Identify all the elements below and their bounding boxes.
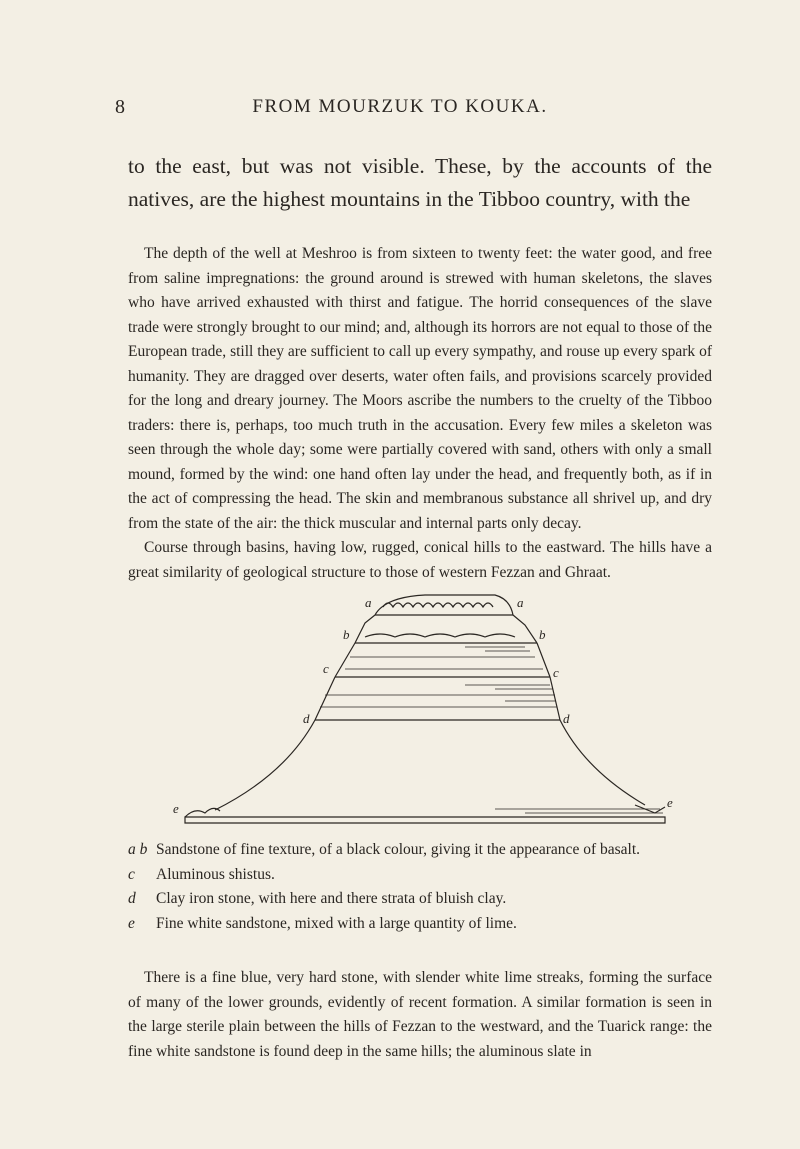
legend-key: c bbox=[128, 865, 135, 883]
legend-text: Sandstone of fine texture, of a black colour, giving it the appearance of basalt. bbox=[156, 841, 641, 858]
bottom-paragraph: There is a fine blue, very hard stone, with slender white lime streaks, forming the surface of many of the lower grounds, evidently of recent formation. A similar formation is seen in the large sterile plain between the hills of Fezzan to the westward, and the Tuarick range: the fine white sandstone is found deep in the same hills; the aluminous slate in bbox=[128, 969, 712, 1060]
layer-e-base bbox=[185, 817, 665, 823]
label-e-right: e bbox=[667, 795, 673, 810]
legend-row bbox=[128, 887, 728, 912]
label-c-right: c bbox=[553, 665, 559, 680]
right-slope bbox=[560, 720, 645, 805]
label-d-left: d bbox=[303, 711, 310, 726]
legend-key: e bbox=[128, 914, 135, 932]
figure-legend bbox=[128, 838, 728, 936]
page-header bbox=[0, 96, 800, 126]
label-e-left: e bbox=[173, 801, 179, 816]
left-slope bbox=[215, 720, 315, 810]
label-a-right: a bbox=[517, 595, 524, 610]
legend-key: d bbox=[128, 890, 136, 907]
legend-text: Fine white sandstone, mixed with a large quantity of lime. bbox=[156, 914, 517, 932]
bottom-text bbox=[128, 966, 712, 1064]
legend-text: Clay iron stone, with here and there strata of bluish clay. bbox=[156, 890, 507, 907]
footnote-block bbox=[128, 242, 712, 585]
label-a-left: a bbox=[365, 595, 372, 610]
legend-row bbox=[128, 838, 728, 863]
geological-section-figure bbox=[165, 585, 685, 830]
legend-key: a b bbox=[128, 841, 148, 858]
layer-c-outline bbox=[335, 643, 550, 677]
legend-row bbox=[128, 863, 728, 888]
running-head: FROM MOURZUK TO KOUKA. bbox=[252, 96, 548, 117]
main-text bbox=[128, 150, 712, 216]
main-paragraph: to the east, but was not visible. These, by the accounts of the natives, are the highest mountains in the Tibboo country, with the bbox=[128, 154, 712, 211]
page-number: 8 bbox=[115, 96, 125, 118]
note-paragraph: The depth of the well at Meshroo is from sixteen to twenty feet: the water good, and free from saline impregnations: the ground around is strewed with human skeletons, the slaves who have arrived exhausted with thirst and fatigue. The horrid consequences of the slave trade were strongly brought to our mind; and, although its horrors are not equal to those of the European trade, still they are sufficient to call up every sympathy, and rouse up every spark of humanity. They are dragged over deserts, water often fails, and provisions scarcely provided for the long and dreary journey. The Moors ascribe the numbers to the cruelty of the Tibboo traders: there is, perhaps, too much truth in the accusation. Every few miles a skeleton was seen through the whole day; some were partially covered with sand, others with only a small mound, formed by the wind: one hand often lay under the head, and frequently both, as if in the act of compressing the head. The skin and membranous substance all shrivel up, and dry from the state of the air: the thick muscular and internal parts only decay. bbox=[128, 245, 712, 532]
geological-section-drawing bbox=[165, 585, 685, 830]
label-d-right: d bbox=[563, 711, 570, 726]
layer-a-texture bbox=[383, 603, 493, 607]
label-c-left: c bbox=[323, 661, 329, 676]
legend-text: Aluminous shistus. bbox=[156, 865, 275, 883]
layer-d-outline bbox=[315, 677, 560, 720]
label-b-right: b bbox=[539, 627, 546, 642]
layer-e-left bbox=[185, 808, 220, 817]
label-b-left: b bbox=[343, 627, 350, 642]
note-paragraph: Course through basins, having low, rugged, conical hills to the eastward. The hills have a great similarity of geological structure to those of western Fezzan and Ghraat. bbox=[128, 539, 712, 581]
legend-row bbox=[128, 912, 728, 937]
layer-b-outline bbox=[355, 615, 537, 643]
